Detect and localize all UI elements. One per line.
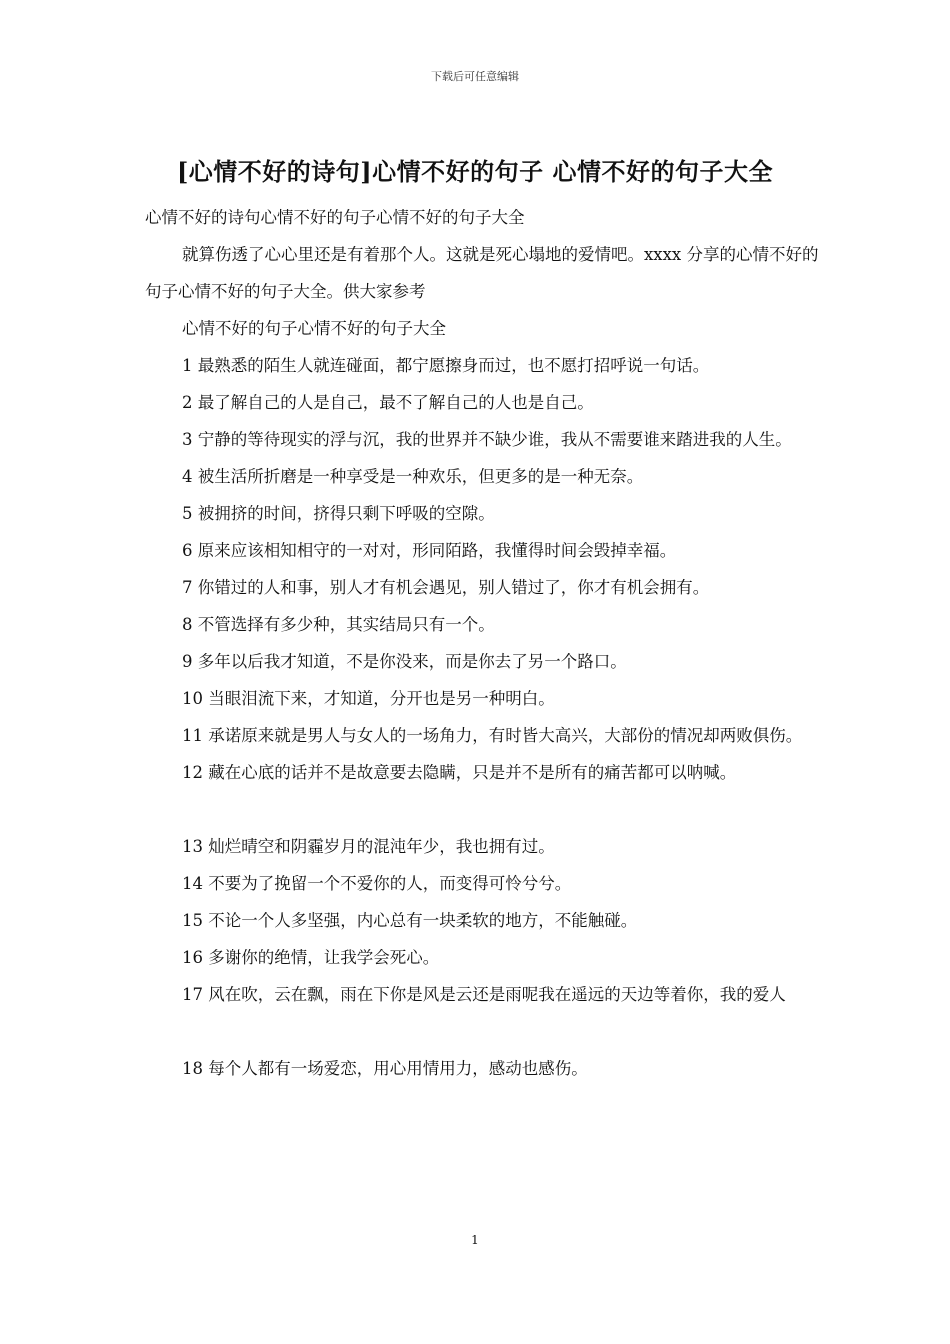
paragraph: 6 原来应该相知相守的一对对，形同陌路，我懂得时间会毁掉幸福。: [182, 541, 677, 560]
paragraph: 5 被拥挤的时间，挤得只剩下呼吸的空隙。: [182, 504, 495, 523]
paragraph: 10 当眼泪流下来，才知道，分开也是另一种明白。: [182, 689, 555, 708]
paragraph: 11 承诺原来就是男人与女人的一场角力，有时皆大高兴，大部份的情况却两败俱伤。: [182, 726, 803, 745]
blank-line: [145, 791, 825, 828]
paragraph: 心情不好的句子心情不好的句子大全: [182, 319, 446, 338]
paragraph: 心情不好的诗句心情不好的句子心情不好的句子大全: [145, 208, 525, 227]
paragraph: 17 风在吹，云在飘，雨在下你是风是云还是雨呢我在遥远的天边等着你，我的爱人: [182, 985, 786, 1004]
document-body: [145, 199, 825, 1087]
paragraph: 2 最了解自己的人是自己，最不了解自己的人也是自己。: [182, 393, 594, 412]
document-title: [心情不好的诗句]心情不好的句子 心情不好的句子大全: [176, 157, 774, 186]
paragraph: 8 不管选择有多少种，其实结局只有一个。: [182, 615, 495, 634]
paragraph: 14 不要为了挽留一个不爱你的人，而变得可怜兮兮。: [182, 874, 572, 893]
paragraph: 1 最熟悉的陌生人就连碰面，都宁愿擦身而过，也不愿打招呼说一句话。: [182, 356, 710, 375]
paragraph: 3 宁静的等待现实的浮与沉，我的世界并不缺少谁，我从不需要谁来踏进我的人生。: [182, 430, 792, 449]
blank-line: [145, 1013, 825, 1050]
paragraph: 13 灿烂晴空和阴霾岁月的混沌年少，我也拥有过。: [182, 837, 555, 856]
paragraph: 7 你错过的人和事，别人才有机会遇见，别人错过了，你才有机会拥有。: [182, 578, 710, 597]
paragraph: 16 多谢你的绝情，让我学会死心。: [182, 948, 440, 967]
paragraph: 9 多年以后我才知道，不是你没来，而是你去了另一个路口。: [182, 652, 627, 671]
paragraph: 4 被生活所折磨是一种享受是一种欢乐，但更多的是一种无奈。: [182, 467, 644, 486]
paragraph: 15 不论一个人多坚强，内心总有一块柔软的地方，不能触碰。: [182, 911, 638, 930]
paragraph: 12 藏在心底的话并不是故意要去隐瞒，只是并不是所有的痛苦都可以呐喊。: [182, 763, 737, 782]
page-number: 1: [471, 1233, 479, 1247]
page-header: 下载后可任意编辑: [431, 70, 519, 83]
paragraph: 18 每个人都有一场爱恋，用心用情用力，感动也感伤。: [182, 1059, 588, 1078]
paragraph: 就算伤透了心心里还是有着那个人。这就是死心塌地的爱情吧。xxxx 分享的心情不好的句子心情不好的句子大全。供大家参考: [145, 245, 819, 301]
